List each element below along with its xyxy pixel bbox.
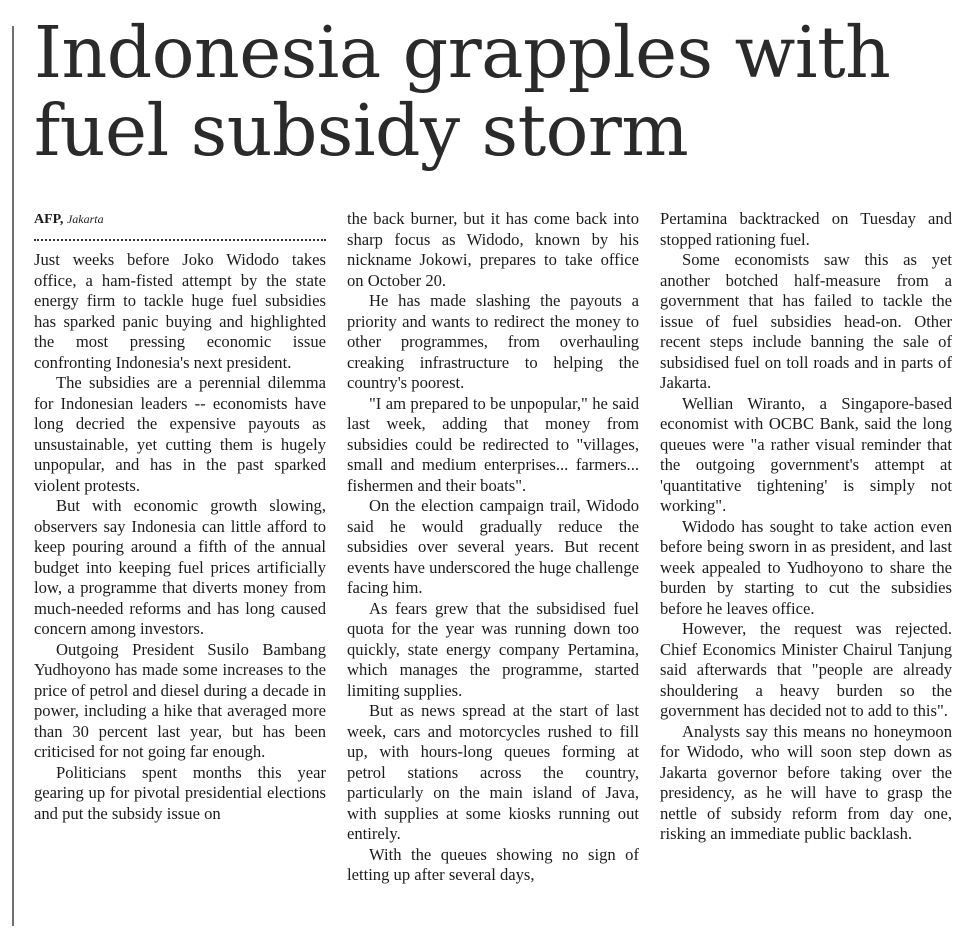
paragraph: As fears grew that the subsidised fuel quota for the year was running down too quickly, state energy company Pertamina, which manages the programme, started limiting supplies.	[347, 598, 639, 700]
byline	[34, 209, 326, 231]
paragraph: Politicians spent months this year gearing up for pivotal presidential elections and put the subsidy issue on	[34, 762, 326, 823]
article-column-3	[660, 209, 952, 845]
paragraph: Wellian Wiranto, a Singapore-based economist with OCBC Bank, said the long queues were "a rather visual reminder that the outgoing government's attempt at 'quantitative tightening' is simply not working".	[660, 393, 952, 515]
byline-agency: AFP,	[34, 212, 64, 227]
paragraph-continued: Pertamina backtracked on Tuesday and stopped rationing fuel.	[660, 209, 952, 249]
paragraph: Widodo has sought to take action even before being sworn in as president, and last week appealed to Yudhoyono to share the burden by starting to cut the subsidies before he leaves office.	[660, 516, 952, 618]
paragraph: However, the request was rejected. Chief Economics Minister Chairul Tanjung said afterwards that "people are already shouldering a heavy burden so the government has decided not to add to this".	[660, 619, 952, 720]
byline-place: Jakarta	[66, 212, 104, 226]
paragraph: Just weeks before Joko Widodo takes office, a ham-fisted attempt by the state energy firm to tackle huge fuel subsidies has sparked panic buying and highlighted the most pressing economic issue confronting Indonesia's next president.	[34, 250, 326, 372]
paragraph: Analysts say this means no honeymoon for Widodo, who will soon step down as Jakarta governor before taking over the presidency, as he will have to grasp the nettle of subsidy reform from day one, risking an immediate public backlash.	[660, 721, 952, 843]
paragraph: He has made slashing the payouts a priority and wants to redirect the money to other programmes, from overhauling creaking infrastructure to helping the country's poorest.	[347, 291, 639, 392]
paragraph: "I am prepared to be unpopular," he said last week, adding that money from subsidies could be redirected to "villages, small and medium enterprises... farmers... fishermen and their boats".	[347, 393, 639, 495]
paragraph: Outgoing President Susilo Bambang Yudhoyono has made some increases to the price of petrol and diesel during a decade in power, including a hike that averaged more than 30 percent last year, but has been criticised for not going far enough.	[34, 639, 326, 761]
paragraph: But as news spread at the start of last week, cars and motorcycles rushed to fill up, with hours-long queues forming at petrol stations across the country, particularly on the main island of Java, with supplies at some kiosks running out entirely.	[347, 701, 639, 843]
paragraph: With the queues showing no sign of letting up after several days,	[347, 844, 639, 884]
article-column-1	[34, 209, 326, 824]
article-column-2	[347, 209, 639, 886]
left-column-rule	[12, 26, 14, 926]
paragraph: But with economic growth slowing, observers say Indonesia can little afford to keep pouring around a fifth of the annual budget into keeping fuel prices artificially low, a programme that diverts money from much-needed reforms and has long caused concern among investors.	[34, 496, 326, 638]
paragraph-continued: the back burner, but it has come back into sharp focus as Widodo, known by his nickname Jokowi, prepares to take office on October 20.	[347, 209, 639, 290]
paragraph: The subsidies are a perennial dilemma for Indonesian leaders -- economists have long decried the expensive payouts as unsustainable, yet cutting them is hugely unpopular, and has in the past sparked violent protests.	[34, 373, 326, 495]
byline-dotted-divider	[34, 239, 326, 241]
headline: Indonesia grapples with fuel subsidy storm	[34, 11, 891, 172]
paragraph: Some economists saw this as yet another botched half-measure from a government that has failed to tackle the issue of fuel subsidies head-on. Other recent steps include banning the sale of subsidised fuel on toll roads and in parts of Jakarta.	[660, 250, 952, 392]
paragraph: On the election campaign trail, Widodo said he would gradually reduce the subsidies over several years. But recent events have underscored the huge challenge facing him.	[347, 496, 639, 597]
